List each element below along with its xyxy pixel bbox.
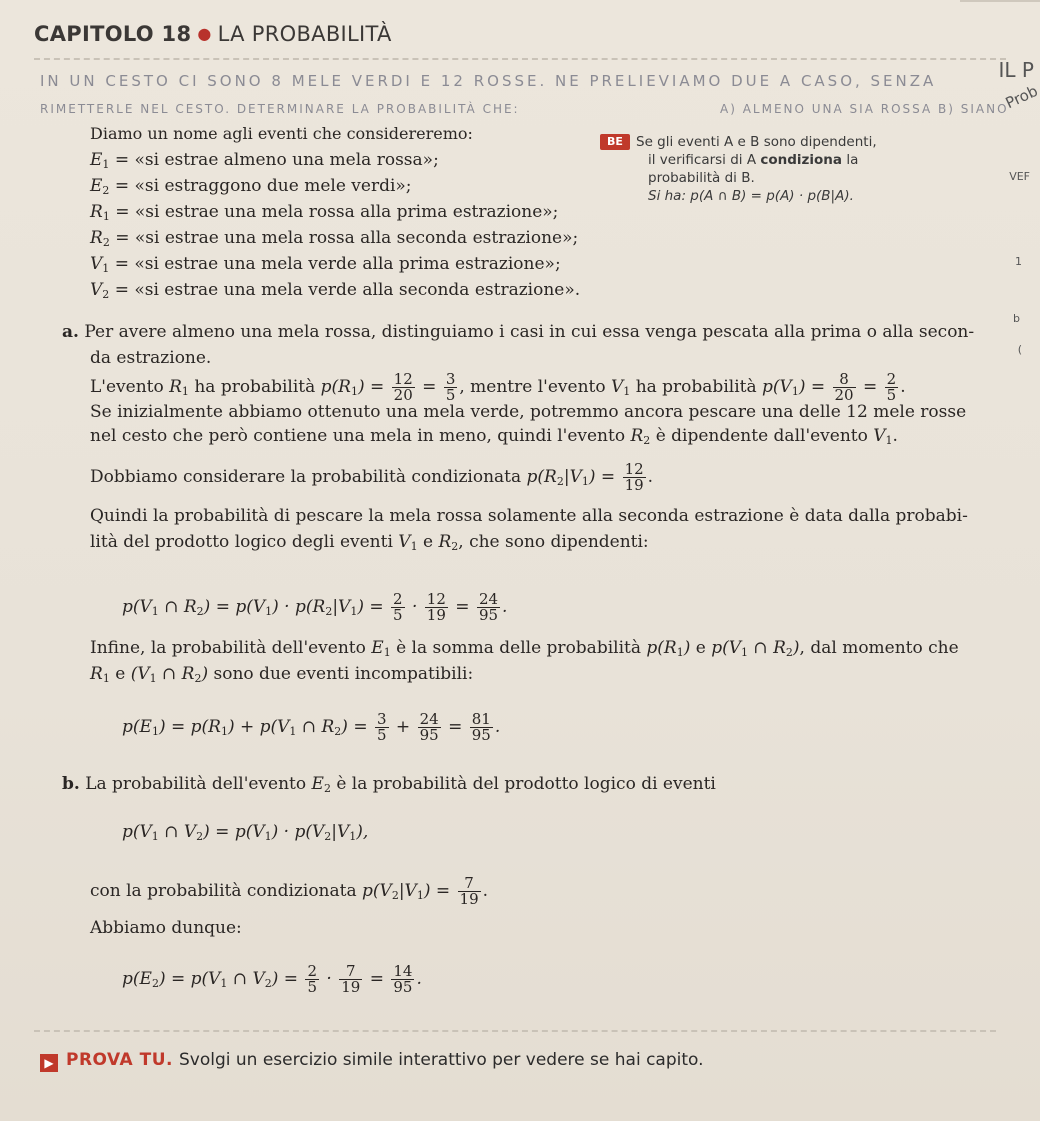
corner-rule xyxy=(960,0,1040,2)
sidebox-line: Se gli eventi A e B sono dipendenti, xyxy=(636,134,877,150)
event-item: $E_2$ = «si estraggono due mele verdi»; xyxy=(90,176,412,197)
handwritten-note-1: IN UN CESTO CI SONO 8 MELE VERDI E 12 ROSSE. NE PRELIEVIAMO DUE A CASO, SENZA xyxy=(40,72,937,90)
be-badge: BE xyxy=(600,134,630,150)
chapter-header xyxy=(34,22,392,46)
equation-product: $p(V_1$ ∩ $V_2) = p(V_1) \cdot p(V_2|V_1)$, xyxy=(122,822,369,843)
chapter-title: LA PROBABILITÀ xyxy=(217,22,392,46)
margin-note: b xyxy=(1013,312,1020,325)
prob-r1-v1-line: L'evento $R_1$ ha probabilità $p(R_1)$ = $\frac{12}{20}$ = $\frac{3}{5}$ , mentre l'evento $V_1$ ha probabilità $p(V_1)$ = $\frac{8}{20}$ = $\frac{2}{5}$ . xyxy=(90,370,906,404)
play-arrow-icon: ▶ xyxy=(40,1054,58,1072)
part-b-paragraph: b. La probabilità dell'evento $E_2$ è la probabilità del prodotto logico di eventi xyxy=(62,774,716,795)
equation-sum: $p(E_1) = p(R_1) + p(V_1$ ∩ $R_2$) = $\frac{3}{5}$ + $\frac{24}{95}$ = $\frac{81}{95}$ . xyxy=(122,710,501,744)
margin-note: 1 xyxy=(1015,255,1022,268)
equation-intersection: $p(V_1$ ∩ $R_2) = p(V_1) \cdot p(R_2|V_1)$ = $\frac{2}{5}$ · $\frac{12}{19}$ = $\frac{24}{95}$ . xyxy=(122,590,508,624)
part-a-paragraph: Infine, la probabilità dell'evento $E_1$ è la somma delle probabilità $p(R_1)$ e $p(V_1$ ∩ $R_2$), dal momento che xyxy=(90,638,959,659)
prova-label: PROVA TU. xyxy=(66,1050,173,1070)
sidebox-line: il verificarsi di A condiziona la xyxy=(648,152,859,168)
handwritten-note-3: A) ALMENO UNA SIA ROSSA B) SIANO xyxy=(720,102,1009,116)
margin-note: VEF xyxy=(1009,170,1030,183)
part-a-paragraph: Quindi la probabilità di pescare la mela rossa solamente alla seconda estrazione è data dalla probabi- xyxy=(90,506,968,526)
part-a-paragraph: nel cesto che però contiene una mela in meno, quindi l'evento $R_2$ è dipendente dall'evento $V_1$. xyxy=(90,426,898,447)
part-a-paragraph: $R_1$ e ($V_1$ ∩ $R_2$) sono due eventi incompatibili: xyxy=(90,664,474,685)
prova-text: Svolgi un esercizio simile interattivo per vedere se hai capito. xyxy=(178,1050,704,1070)
part-a-paragraph: da estrazione. xyxy=(90,348,212,368)
bullet-icon: ● xyxy=(197,24,212,43)
prova-tu-link[interactable] xyxy=(40,1050,704,1072)
handwritten-note-2: RIMETTERLE NEL CESTO. DETERMINARE LA PROBABILITÀ CHE: xyxy=(40,102,520,116)
event-item: $V_1$ = «si estrae una mela verde alla prima estrazione»; xyxy=(90,254,561,275)
part-a-paragraph: a. Per avere almeno una mela rossa, distinguiamo i casi in cui essa venga pescata alla prima o alla secon- xyxy=(62,322,975,342)
sidebox-line: probabilità di B. xyxy=(648,170,755,186)
part-a-paragraph: Se inizialmente abbiamo ottenuto una mela verde, potremmo ancora pescare una delle 12 mele rosse xyxy=(90,402,967,422)
conditional-probability-line: Dobbiamo considerare la probabilità condizionata $p(R_2|V_1)$ = $\frac{12}{19}$ . xyxy=(90,460,654,494)
sidebox-formula: Si ha: p(A ∩ B) = p(A) · p(B|A). xyxy=(648,188,854,204)
intro-text: Diamo un nome agli eventi che considereremo: xyxy=(90,124,473,143)
margin-note: Prob xyxy=(1002,81,1040,113)
equation-final: $p(E_2) = p(V_1$ ∩ $V_2$) = $\frac{2}{5}$ · $\frac{7}{19}$ = $\frac{14}{95}$ . xyxy=(122,962,422,996)
part-a-paragraph: lità del prodotto logico degli eventi $V_1$ e $R_2$, che sono dipendenti: xyxy=(90,532,649,553)
bottom-divider xyxy=(34,1030,996,1032)
event-item: $V_2$ = «si estrae una mela verde alla seconda estrazione». xyxy=(90,280,581,301)
event-item: $R_1$ = «si estrae una mela rossa alla prima estrazione»; xyxy=(90,202,559,223)
conditional-probability-line: con la probabilità condizionata $p(V_2|V_1)$ = $\frac{7}{19}$ . xyxy=(90,874,489,908)
part-b-paragraph: Abbiamo dunque: xyxy=(90,918,242,938)
margin-note: ( xyxy=(1017,343,1022,356)
margin-note: IL P xyxy=(998,58,1034,82)
event-item: $E_1$ = «si estrae almeno una mela rossa»; xyxy=(90,150,439,171)
event-item: $R_2$ = «si estrae una mela rossa alla seconda estrazione»; xyxy=(90,228,579,249)
top-divider xyxy=(34,58,1006,60)
chapter-number: CAPITOLO 18 xyxy=(34,22,192,46)
